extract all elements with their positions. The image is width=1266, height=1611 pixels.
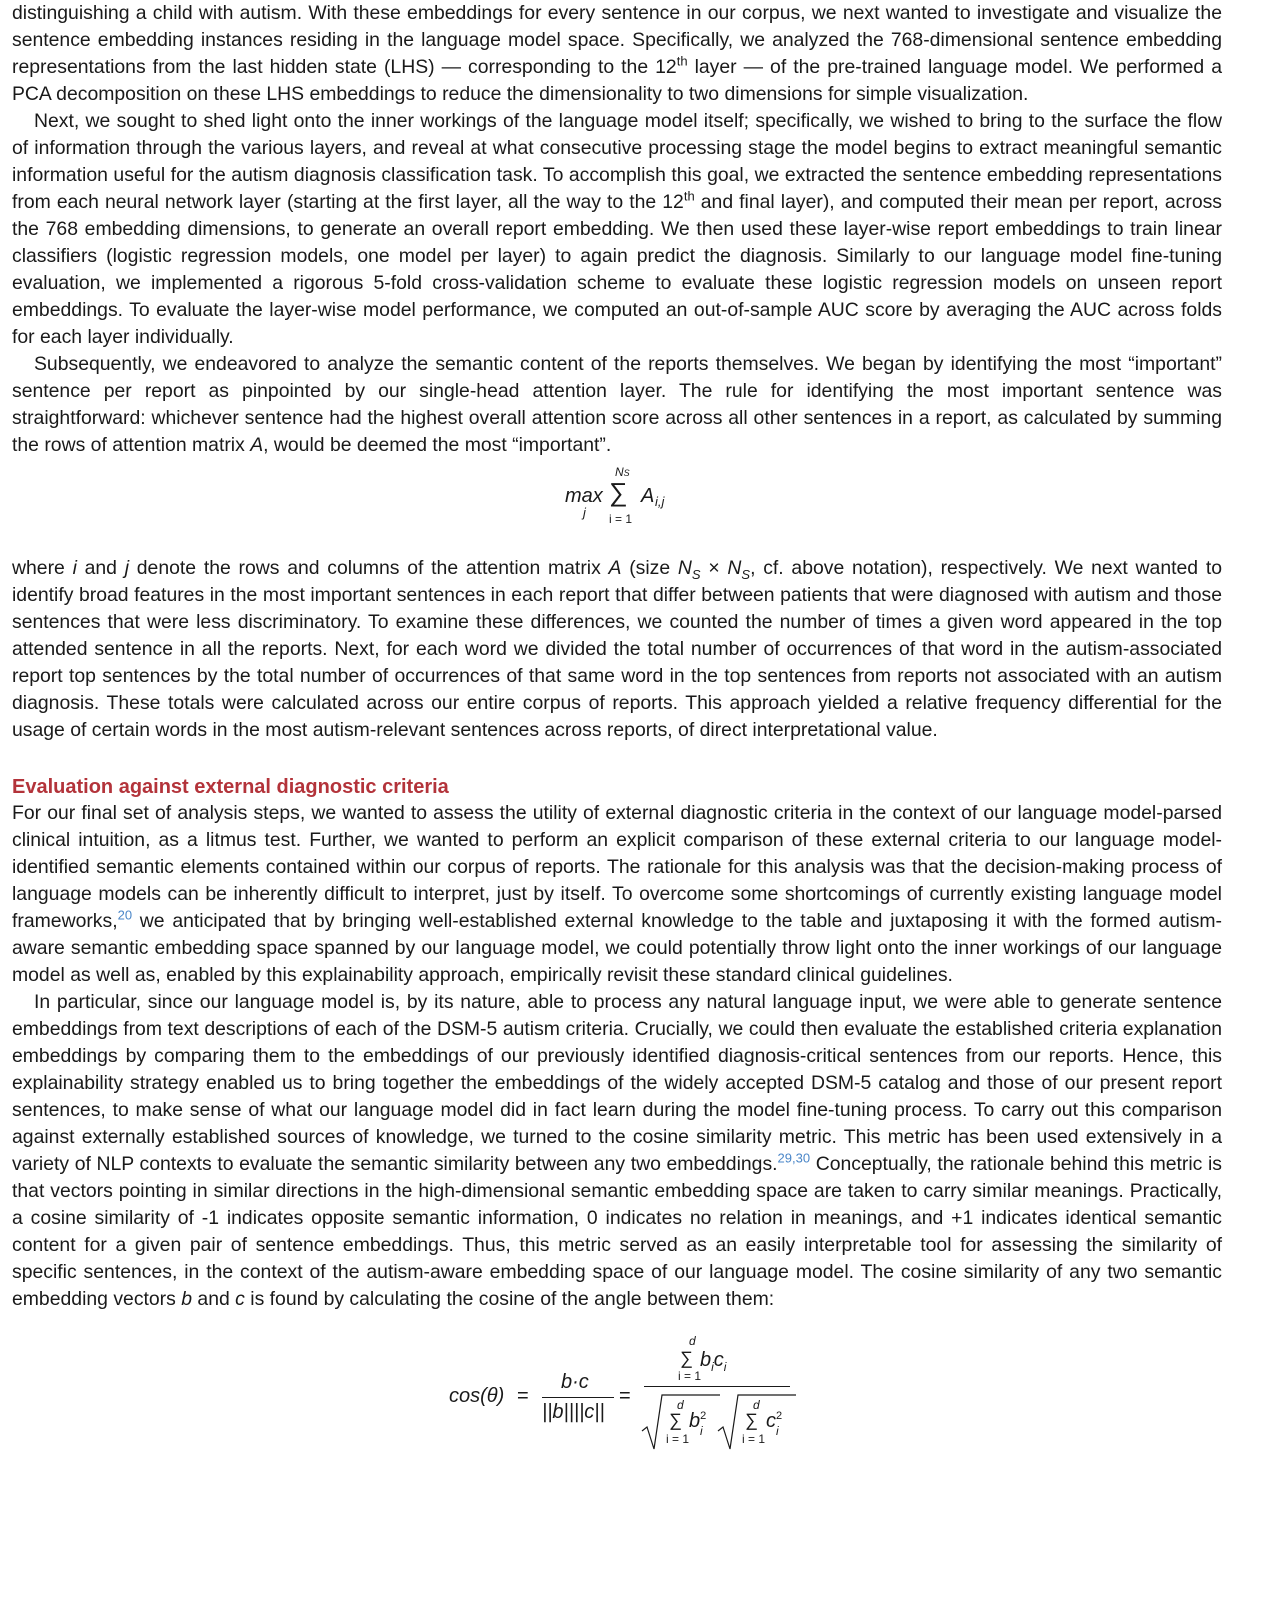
equation-subscript: j bbox=[583, 505, 586, 520]
sum-upper-limit: d bbox=[753, 1398, 760, 1412]
article-page bbox=[12, 0, 1222, 1483]
equation-subscript: i,j bbox=[655, 494, 665, 509]
summation-sign: ∑ bbox=[669, 1410, 682, 1430]
citation-link[interactable]: 20 bbox=[117, 907, 133, 923]
equation-cosine-similarity bbox=[12, 1313, 1222, 1483]
fraction-bar bbox=[542, 1397, 614, 1398]
citation-link[interactable]: 29,30 bbox=[777, 1150, 811, 1166]
sum-lower-limit: i = 1 bbox=[678, 1369, 702, 1383]
paragraph-2 bbox=[12, 108, 1222, 351]
fraction-bar bbox=[644, 1386, 790, 1387]
equation-lhs: cos(θ) bbox=[449, 1385, 505, 1407]
paragraph-1 bbox=[12, 0, 1222, 108]
sum-upper-limit: d bbox=[677, 1398, 684, 1412]
equation-max-attention bbox=[12, 459, 1222, 555]
sum-lower-limit: i = 1 bbox=[666, 1432, 690, 1446]
numerator-product: $b_ic_i$ bbox=[700, 1349, 727, 1374]
summation-sign: ∑ bbox=[745, 1410, 758, 1430]
denominator-c-squared: $c^2$ bbox=[766, 1410, 783, 1432]
superscript: th bbox=[683, 188, 695, 204]
equals-sign: = bbox=[517, 1385, 529, 1407]
paragraph-text: and final layer), and computed their mean per report, across the 768 embedding dimensions, to generate an overall report embedding. We then used these layer-wise report embeddings to train linear classifiers (logistic regression models, one model per layer) to again predict the diagnosis. Similarly to our language model fine-tuning evaluation, we implemented a rigorous 5-fold cross-validation scheme to evaluate these logistic regression models on unseen report embeddings. To evaluate the layer-wise model performance, we computed an out-of-sample AUC score by averaging the AUC across folds for each layer individually. bbox=[12, 191, 1222, 348]
sum-lower-limit: i = 1 bbox=[742, 1432, 766, 1446]
fraction-denominator: ||b||||c|| bbox=[542, 1401, 605, 1423]
sum-upper-limit: NS bbox=[615, 465, 630, 479]
paragraph-4: where i and j denote the rows and columns of the attention matrix A (size $N_S \times N_S$, cf. above notation), respectively. We next wanted to identify broad features in the most important sentences in each report that differ between patients that were diagnosed with autism and those sentences that were less discriminatory. To examine these differences, we counted the number of times a given word appeared in the top attended sentence in all the reports. Next, for each word we divided the total number of occurrences of that word in the autism-associated report top sentences by the total number of occurrences of that same word in the top sentences from reports not associated with an autism diagnosis. These totals were calculated across our entire corpus of reports. This approach yielded a relative frequency differential for the usage of certain words in the most autism-relevant sentences across reports, of direct interpretational value. bbox=[12, 557, 1222, 741]
sum-lower-limit: i = 1 bbox=[609, 512, 633, 526]
math-symbol: A bbox=[250, 434, 264, 456]
section-heading: Evaluation against external diagnostic criteria bbox=[12, 776, 449, 798]
equation-subscript: i bbox=[700, 1424, 703, 1438]
denominator-b-squared: $b^2$ bbox=[689, 1410, 707, 1432]
paragraph-3 bbox=[12, 351, 1222, 459]
equation-term: A bbox=[641, 485, 655, 507]
fraction-numerator: b·c bbox=[561, 1371, 589, 1393]
equation-operator: max bbox=[565, 485, 603, 507]
paragraph-text: Subsequently, we endeavored to analyze the semantic content of the reports themselves. We began by identifying the most “important” sentence per report as pinpointed by our single-head attention layer. The rule for identifying the most important sentence was straightforward: whichever sentence had the highest overall attention score across all other sentences in a report, as calculated by summing the rows of attention matrix bbox=[12, 353, 1222, 456]
summation-sign: ∑ bbox=[609, 477, 628, 507]
paragraph-6: In particular, since our language model is, by its nature, able to process any natural language input, we were able to generate sentence embeddings from text descriptions of each of the DSM-5 autism criteria. Crucially, we could then evaluate the established criteria explanation embeddings by comparing them to the embeddings of our previously identified diagnosis-critical sentences from our reports. Hence, this explainability strategy enabled us to bring together the embeddings of the widely accepted DSM-5 catalog and those of our present report sentences, to make sense of what our language model did in fact learn during the model fine-tuning process. To carry out this comparison against externally established sources of knowledge, we turned to the cosine similarity metric. This metric has been used extensively in a variety of NLP contexts to evaluate the semantic similarity between any two embeddings.$^{29,30}$ Conceptually, the rationale behind this metric is that vectors pointing in similar directions in the high-dimensional semantic embedding space are taken to carry similar meanings. Practically, a cosine similarity of -1 indicates opposite semantic information, 0 indicates no relation in meanings, and +1 indicates identical semantic content for a given pair of sentence embeddings. Thus, this metric served as an easily interpretable tool for assessing the similarity of specific sentences, in the context of the autism-aware embedding space of our language model. The cosine similarity of any two semantic embedding vectors b and c is found by calculating the cosine of the angle between them: bbox=[12, 991, 1222, 1310]
sum-upper-limit: d bbox=[689, 1334, 696, 1348]
equation-subscript: i bbox=[776, 1424, 779, 1438]
paragraph-text: , would be deemed the most “important”. bbox=[263, 434, 612, 456]
paragraph-5: For our final set of analysis steps, we wanted to assess the utility of external diagnostic criteria in the context of our language model-parsed clinical intuition, as a litmus test. Further, we wanted to perform an explicit comparison of these external criteria to our language model-identified semantic elements contained within our corpus of reports. The rationale for this analysis was that the decision-making process of language models can be inherently difficult to interpret, just by itself. To overcome some shortcomings of currently existing language model frameworks,$^{20}$ we anticipated that by bringing well-established external knowledge to the table and juxtaposing it with the formed autism-aware semantic embedding space spanned by our language model, we could potentially throw light onto the inner workings of our language model as well as, enabled by this explainability approach, empirically revisit these standard clinical guidelines. bbox=[12, 802, 1222, 986]
summation-sign: ∑ bbox=[680, 1348, 693, 1368]
paragraph-text: distinguishing a child with autism. With these embeddings for every sentence in our corpus, we next wanted to investigate and visualize the sentence embedding instances residing in the language model space. Specifically, we analyzed the 768-dimensional sentence embedding representations from the last hidden state (LHS) — corresponding to the 12 bbox=[12, 2, 1222, 78]
equals-sign: = bbox=[619, 1385, 631, 1407]
paragraph-text: Next, we sought to shed light onto the inner workings of the language model itself; specifically, we wished to bring to the surface the flow of information through the various layers, and reveal at what consecutive processing stage the model begins to extract meaningful semantic information useful for the autism diagnosis classification task. To accomplish this goal, we extracted the sentence embedding representations from each neural network layer (starting at the first layer, all the way to the 12 bbox=[12, 110, 1222, 213]
paragraph-text: layer — of the pre-trained language model. We performed a PCA decomposition on these LHS embeddings to reduce the dimensionality to two dimensions for simple visualization. bbox=[12, 56, 1222, 105]
superscript: th bbox=[676, 53, 688, 69]
